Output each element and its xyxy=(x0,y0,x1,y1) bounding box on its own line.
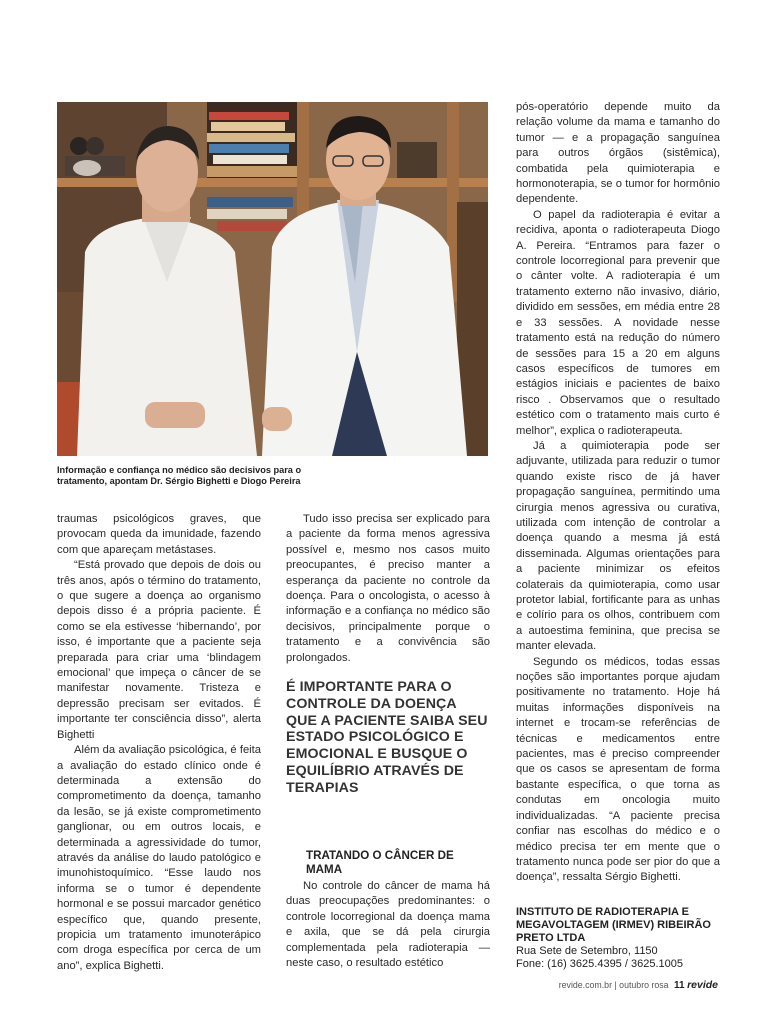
photo-caption: Informação e confiança no médico são decisivos para o tratamento, apontam Dr. Sérgio Bighetti e Diogo Pereira xyxy=(57,465,302,486)
page-footer xyxy=(559,979,718,991)
institute-phone: Fone: (16) 3625.4395 / 3625.1005 xyxy=(516,958,683,970)
paragraph: pós-operatório depende muito da relação volume da mama e tamanho do tumor — e a propagação sanguínea para outros órgãos (sistêmica), combatida pela quimioterapia e hormonoterapia, se o tumor for hormônio dependente. xyxy=(516,101,720,206)
page-number: 11 xyxy=(674,980,685,991)
footer-site: revide.com.br | outubro rosa xyxy=(558,980,669,990)
institute-contact-box xyxy=(516,906,720,971)
article-column-2-continued xyxy=(286,879,490,971)
institute-name: INSTITUTO DE RADIOTERAPIA E MEGAVOLTAGEM (IRMEV) RIBEIRÃO PRETO LTDA xyxy=(516,906,711,944)
article-column-1 xyxy=(57,512,261,974)
institute-address: Rua Sete de Setembro, 1150 xyxy=(516,945,658,957)
article-column-2 xyxy=(286,512,490,666)
paragraph: O papel da radioterapia é evitar a recidiva, aponta o radioterapeuta Diogo A. Pereira. “Entramos para fazer o controle locorregional para prevenir que o cânter volte. A radioterapia é um tratamento externo não invasivo, diário, dividido em sessões, em média entre 28 e 33 sessões. A novidade nesse tratamento está na redução do número de sessões para 15 a 20 em alguns casos específicos de tumores em estágios iniciais e pacientes de baixo risco . Observamos que o resultado estético com o tratamento mais curto é melhor”, explica o radioterapeuta. xyxy=(516,208,720,437)
article-photo xyxy=(57,102,488,456)
section-subheading: TRATANDO O CÂNCER DE MAMA xyxy=(306,849,454,876)
paragraph: No controle do câncer de mama há duas preocupações predominantes: o controle locorregional da doença mama e axila, que se dá pela cirurgia complementada pela radioterapia — neste caso, o resultado estético xyxy=(286,880,490,970)
paragraph: Segundo os médicos, todas essas noções são importantes porque ajudam positivamente no tratamento. Hoje há muitas informações disponíveis na internet e trocam-se referências de técnicas e medicamentos entre pacientes, mas é preciso compreender que os casos se apresentam de forma bastante específica, o que torna as condutas em oncologia muito individualizadas. “A paciente precisa confiar nas escolhas do médico e o médico precisa ter em mente que o tratamento nunca pode ser pior do que a doença”, ressalta Sérgio Bighetti. xyxy=(516,655,720,884)
paragraph: “Está provado que depois de dois ou três anos, após o término do tratamento, o que sugere a doença ao organismo depois disso é a própria paciente. É como se ela estivesse ‘hibernando’, por isso, é importante que a paciente seja preparada para criar uma ‘blindagem emocional’ que impeça o câncer de se manifestar novamente. Tristeza e depressão precisam ser evitados. É importante ter consciência disso”, alerta Bighetti xyxy=(57,559,261,741)
doctors-photo-image xyxy=(57,102,488,456)
pull-quote: É IMPORTANTE PARA O CONTROLE DA DOENÇA QUE A PACIENTE SAIBA SEU ESTADO PSICOLÓGICO E EMOCIONAL E BUSQUE O EQUILÍBRIO ATRAVÉS DE TERAPIAS xyxy=(286,679,488,796)
paragraph: Tudo isso precisa ser explicado para a paciente da forma menos agressiva possível e, mesmo nos casos muito preocupantes, é preciso manter a esperança da paciente no controle da doença. Para o oncologista, o acesso à informação e a confiança no médico são decisivos, principalmente porque o tratamento e a convivência são prolongados. xyxy=(286,513,490,664)
article-column-3 xyxy=(516,100,720,886)
magazine-brand: revide xyxy=(687,979,718,991)
paragraph: Já a quimioterapia pode ser adjuvante, utilizada para reduzir o tumor quando existe risco de já haver propagação sanguínea, permitindo uma cirurgia menos agressiva ou curativa, utilizada com intenção de controlar a doença quando a mesma já está disseminada. Algumas orientações para a paciente minimizar os efeitos colaterais da quimioterapia, como usar protetor labial, fortificante para as unhas e colírio para os olhos, contribuem com a autoestima feminina, que precisa se manter elevada. xyxy=(516,439,720,653)
paragraph: traumas psicológicos graves, que provocam queda da imunidade, fazendo com que apareçam metástases. xyxy=(57,513,261,556)
paragraph: Além da avaliação psicológica, é feita a avaliação do estado clínico onde é determinada a extensão do comprometimento da doença, tamanho da lesão, se já existe comprometimento ganglionar, ou em outros locais, e determinada a agressividade do tumor, através da análise do laudo patológico e imunohistoquímico. “Esse laudo nos informa se o tumor é dependente hormonal e se possui marcador genético específico que, quando presente, propicia um tratamento imunoterápico com droga específica por cerca de um ano”, explica Bighetti. xyxy=(57,744,261,972)
